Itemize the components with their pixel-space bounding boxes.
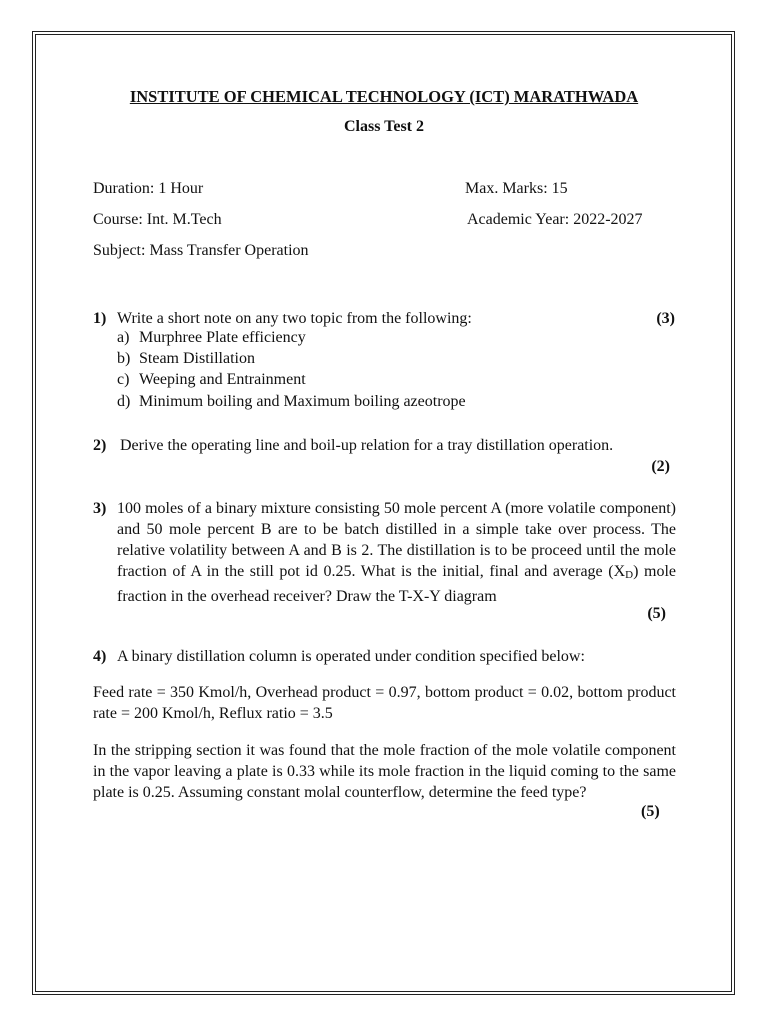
duration: Duration: 1 Hour <box>93 180 204 197</box>
option-b <box>117 350 255 368</box>
option-c <box>117 371 306 389</box>
question-2-number: 2) <box>93 437 107 454</box>
question-4-given-data: Feed rate = 350 Kmol/h, Overhead product = 0.97, bottom product = 0.02, bottom product rate = 200 Kmol/h, Reflux ratio = 3.5 <box>93 684 676 722</box>
question-2-marks: (2) <box>651 458 670 475</box>
option-b-label: b) <box>117 350 131 367</box>
question-1 <box>93 308 676 329</box>
question-2-text: Derive the operating line and boil-up relation for a tray distillation operation. <box>120 437 614 454</box>
institute-title: INSTITUTE OF CHEMICAL TECHNOLOGY (ICT) MARATHWADA <box>129 87 639 106</box>
question-4-statement <box>93 740 676 803</box>
option-b-text: Steam Distillation <box>139 350 255 367</box>
question-4-marks: (5) <box>641 803 660 820</box>
question-3-text-end: ) mole fraction in the overhead receiver? Draw the T-X-Y diagram <box>117 563 677 605</box>
option-c-label: c) <box>117 371 130 388</box>
question-3-number: 3) <box>93 500 107 517</box>
option-d-label: d) <box>117 393 131 410</box>
question-4-statement-text: In the stripping section it was found that the mole fraction of the mole volatile component in the vapor leaving a plate is 0.33 while its mole fraction in the liquid coming to the same plate is 0.25. Assuming constant molal counterflow, determine the feed type? <box>93 742 676 801</box>
academic-year: Academic Year: 2022-2027 <box>467 211 643 228</box>
question-3-marks: (5) <box>647 605 666 622</box>
question-3-text <box>117 498 676 607</box>
question-1-number: 1) <box>93 310 107 327</box>
option-d-text: Minimum boiling and Maximum boiling azeotrope <box>139 393 466 410</box>
subject: Subject: Mass Transfer Operation <box>93 242 309 259</box>
question-1-marks: (3) <box>656 310 675 327</box>
option-d <box>117 393 466 411</box>
option-a <box>117 329 306 347</box>
question-2 <box>93 435 676 477</box>
question-3-text-main: 100 moles of a binary mixture consisting 50 mole percent A (more volatile component) and 50 mole percent B are to be batch distilled in a simple take over process. The relative volatility between A and B is 2. The distillation is to be proceed until the mole fraction of A in the still pot id 0.25. What is the initial, final and average (X <box>117 500 676 580</box>
test-name: Class Test 2 <box>343 118 425 135</box>
option-a-label: a) <box>117 329 130 346</box>
option-a-text: Murphree Plate efficiency <box>139 329 306 346</box>
max-marks: Max. Marks: 15 <box>465 180 568 197</box>
question-1-text: Write a short note on any two topic from the following: <box>117 310 472 327</box>
question-4-number: 4) <box>93 648 107 665</box>
question-3 <box>93 498 677 622</box>
question-3-subscript: D <box>625 569 634 581</box>
option-c-text: Weeping and Entrainment <box>139 371 306 388</box>
question-4-text: A binary distillation column is operated under condition specified below: <box>117 648 585 665</box>
question-4 <box>93 646 676 667</box>
course: Course: Int. M.Tech <box>93 211 222 228</box>
